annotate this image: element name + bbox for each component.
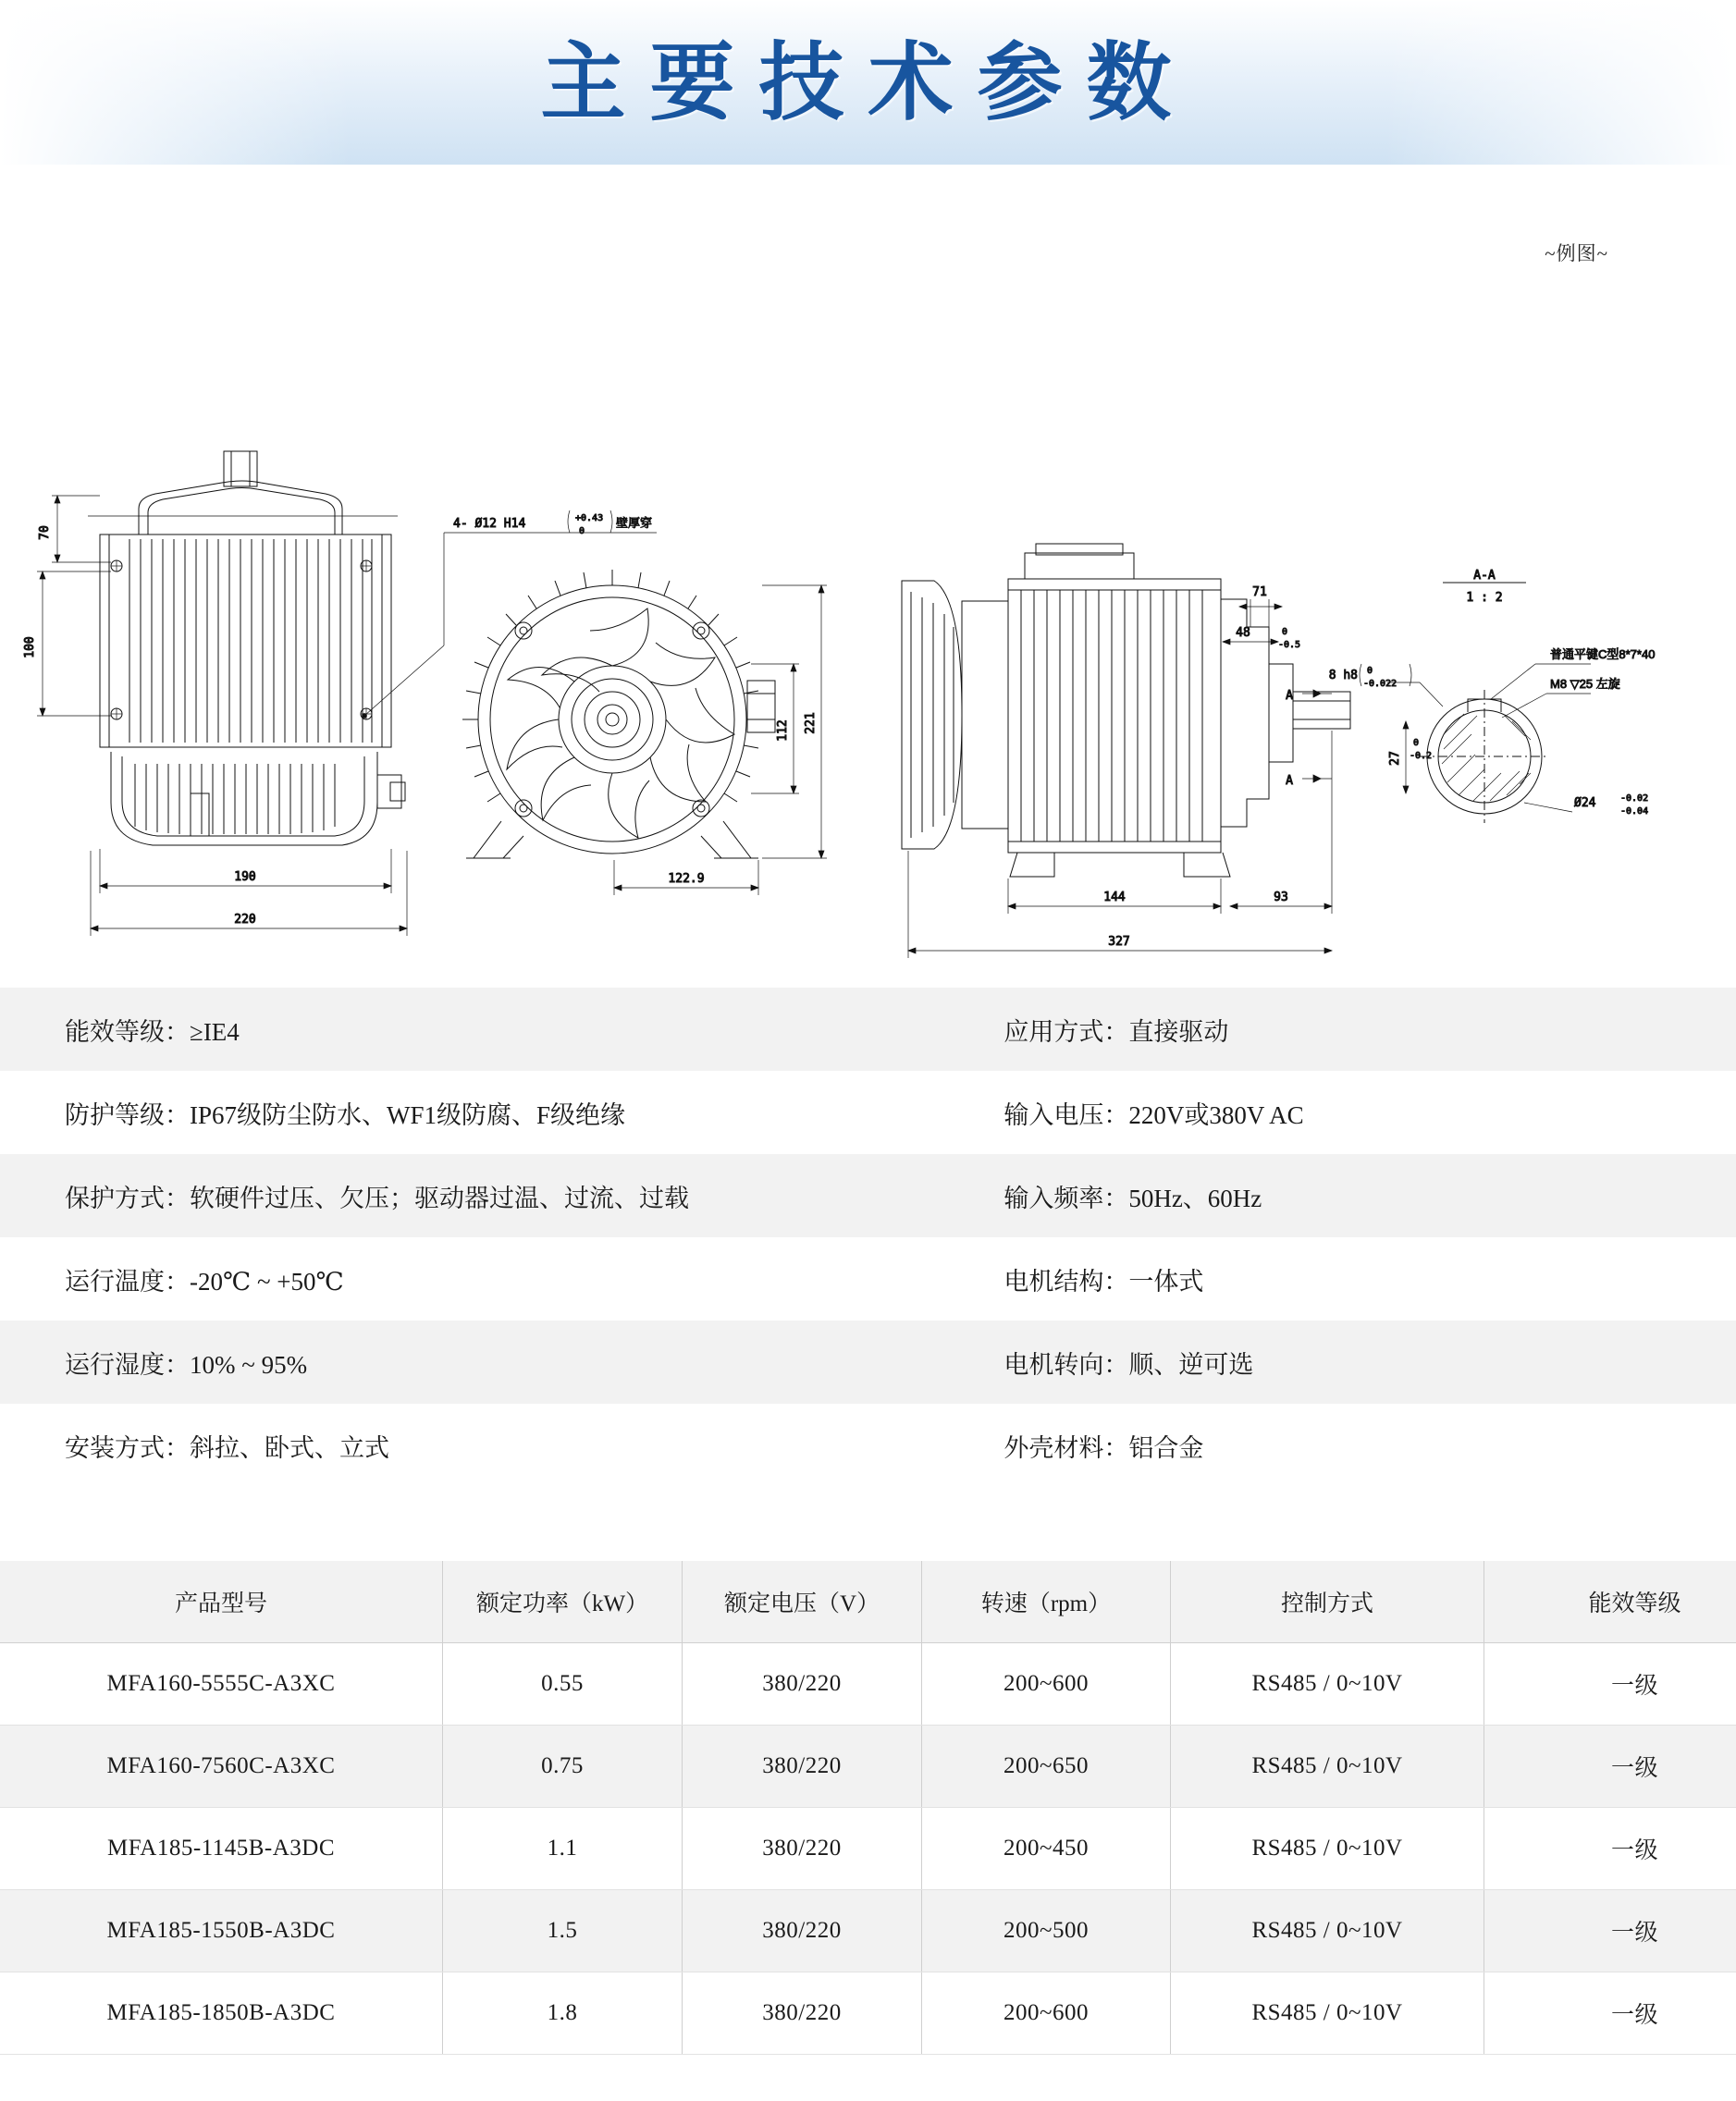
- dim-122-9: 122.9: [668, 872, 705, 886]
- model-specification-table: [0, 1561, 1736, 2055]
- spec-right-cell: 应用方式：直接驱动: [1003, 1017, 1229, 1046]
- callout-shaft-tol-lower: -0.022: [1363, 679, 1397, 689]
- cell-control: RS485 / 0~10V: [1171, 1890, 1484, 1972]
- spec-right-cell: 输入频率：50Hz、60Hz: [1003, 1184, 1262, 1212]
- cell-voltage: 380/220: [683, 1726, 922, 1808]
- dim-327: 327: [1108, 935, 1130, 949]
- callout-hole-spec: 4- Ø12 H14: [453, 517, 526, 531]
- spec-left-cell: 保护方式：软硬件过压、欠压；驱动器过温、过流、过载: [65, 1184, 689, 1212]
- dim-93: 93: [1274, 891, 1288, 904]
- dim-48-tol-lower: -0.5: [1278, 640, 1301, 650]
- cell-efficiency: 一级: [1484, 1972, 1736, 2055]
- spec-row: [0, 1321, 1736, 1404]
- cell-model: MFA185-1850B-A3DC: [0, 1972, 443, 2055]
- cell-control: RS485 / 0~10V: [1171, 1643, 1484, 1726]
- dim-48: 48: [1236, 626, 1250, 640]
- table-row: [0, 1643, 1736, 1726]
- cell-speed: 200~600: [922, 1643, 1171, 1726]
- section-title-aa: A-A: [1473, 569, 1496, 583]
- cell-speed: 200~450: [922, 1808, 1171, 1890]
- callout-shaft-tol-upper: 0: [1367, 666, 1373, 676]
- spec-left-cell: 能效等级：≥IE4: [65, 1017, 240, 1046]
- cell-efficiency: 一级: [1484, 1726, 1736, 1808]
- dim-70: 70: [38, 525, 52, 540]
- model-table-body: [0, 1643, 1736, 2055]
- specifications-table: [0, 988, 1736, 1487]
- spec-right-cell: 外壳材料：铝合金: [1003, 1433, 1204, 1462]
- cell-model: MFA185-1145B-A3DC: [0, 1808, 443, 1890]
- callout-hole-note: 壁厚穿: [616, 516, 653, 530]
- spec-left-cell: 运行温度：-20℃ ~ +50℃: [65, 1267, 344, 1296]
- cell-model: MFA185-1550B-A3DC: [0, 1890, 443, 1972]
- model-table-header-row: [0, 1561, 1736, 1643]
- section-scale: 1 : 2: [1466, 591, 1503, 605]
- spec-left-cell: 运行湿度：10% ~ 95%: [65, 1350, 308, 1379]
- column-header-speed: 转速（rpm）: [922, 1561, 1171, 1643]
- cell-voltage: 380/220: [683, 1890, 922, 1972]
- cell-power: 0.75: [443, 1726, 683, 1808]
- cell-efficiency: 一级: [1484, 1890, 1736, 1972]
- dim-27-upper: 0: [1413, 738, 1420, 748]
- model-table-head: [0, 1561, 1736, 1643]
- cell-voltage: 380/220: [683, 1808, 922, 1890]
- dim-220: 220: [234, 913, 256, 927]
- spec-left-cell: 防护等级：IP67级防尘防水、WF1级防腐、F级绝缘: [65, 1100, 626, 1129]
- cell-speed: 200~500: [922, 1890, 1171, 1972]
- spec-right-cell: 电机转向：顺、逆可选: [1003, 1350, 1254, 1379]
- column-header-voltage: 额定电压（V）: [683, 1561, 922, 1643]
- cell-power: 0.55: [443, 1643, 683, 1726]
- cell-control: RS485 / 0~10V: [1171, 1726, 1484, 1808]
- column-header-efficiency: 能效等级: [1484, 1561, 1736, 1643]
- column-header-power: 额定功率（kW）: [443, 1561, 683, 1643]
- callout-thread-note: M8 ▽25 左旋: [1550, 677, 1620, 691]
- cell-efficiency: 一级: [1484, 1808, 1736, 1890]
- section-arrow-a-bottom: A: [1286, 774, 1293, 788]
- section-arrow-a-top: A: [1286, 689, 1293, 703]
- dim-27-lower: -0.2: [1410, 751, 1433, 761]
- callout-shaft-tol: 8 h8: [1328, 669, 1358, 682]
- spec-row: [0, 1237, 1736, 1321]
- dim-27: 27: [1388, 751, 1402, 766]
- dim-221: 221: [804, 712, 818, 734]
- cell-voltage: 380/220: [683, 1643, 922, 1726]
- example-figure-note: ~例图~: [1545, 242, 1608, 264]
- callout-key-note: 普通平键C型8*7*40: [1550, 647, 1656, 661]
- table-row: [0, 1972, 1736, 2055]
- dim-71: 71: [1252, 585, 1267, 599]
- callout-shaft-dia: Ø24: [1574, 796, 1596, 810]
- table-row: [0, 1726, 1736, 1808]
- cell-power: 1.5: [443, 1890, 683, 1972]
- dim-112: 112: [776, 719, 790, 742]
- cell-control: RS485 / 0~10V: [1171, 1972, 1484, 2055]
- spec-row: [0, 1071, 1736, 1154]
- cell-speed: 200~650: [922, 1726, 1171, 1808]
- cell-control: RS485 / 0~10V: [1171, 1808, 1484, 1890]
- column-header-model: 产品型号: [0, 1561, 443, 1643]
- column-header-control: 控制方式: [1171, 1561, 1484, 1643]
- callout-hole-tol-upper: +0.43: [575, 513, 604, 523]
- table-row: [0, 1808, 1736, 1890]
- page-title: 主要技术参数: [540, 32, 1196, 132]
- table-row: [0, 1890, 1736, 1972]
- callout-shaft-dia-lower: -0.04: [1620, 806, 1649, 817]
- model-table-wrapper: [0, 1561, 1736, 2055]
- cell-speed: 200~600: [922, 1972, 1171, 2055]
- cell-efficiency: 一级: [1484, 1643, 1736, 1726]
- callout-shaft-dia-upper: -0.02: [1620, 793, 1649, 804]
- callout-hole-tol-lower: 0: [579, 526, 585, 536]
- page-header-banner: [0, 0, 1736, 165]
- dim-100: 100: [23, 636, 37, 658]
- spec-row: [0, 988, 1736, 1071]
- technical-drawing-area: [0, 165, 1736, 978]
- spec-right-cell: 电机结构：一体式: [1003, 1267, 1204, 1296]
- dim-144: 144: [1103, 891, 1126, 904]
- spec-left-cell: 安装方式：斜拉、卧式、立式: [65, 1433, 389, 1462]
- cell-voltage: 380/220: [683, 1972, 922, 2055]
- dim-190: 190: [234, 870, 256, 884]
- cell-model: MFA160-5555C-A3XC: [0, 1643, 443, 1726]
- spec-row: [0, 1154, 1736, 1237]
- spec-row: [0, 1404, 1736, 1487]
- cell-model: MFA160-7560C-A3XC: [0, 1726, 443, 1808]
- motor-dimension-drawing: [0, 165, 1736, 978]
- spec-right-cell: 输入电压：220V或380V AC: [1003, 1100, 1304, 1129]
- specifications-body: [0, 988, 1736, 1487]
- cell-power: 1.8: [443, 1972, 683, 2055]
- dim-48-tol-upper: 0: [1282, 627, 1288, 637]
- cell-power: 1.1: [443, 1808, 683, 1890]
